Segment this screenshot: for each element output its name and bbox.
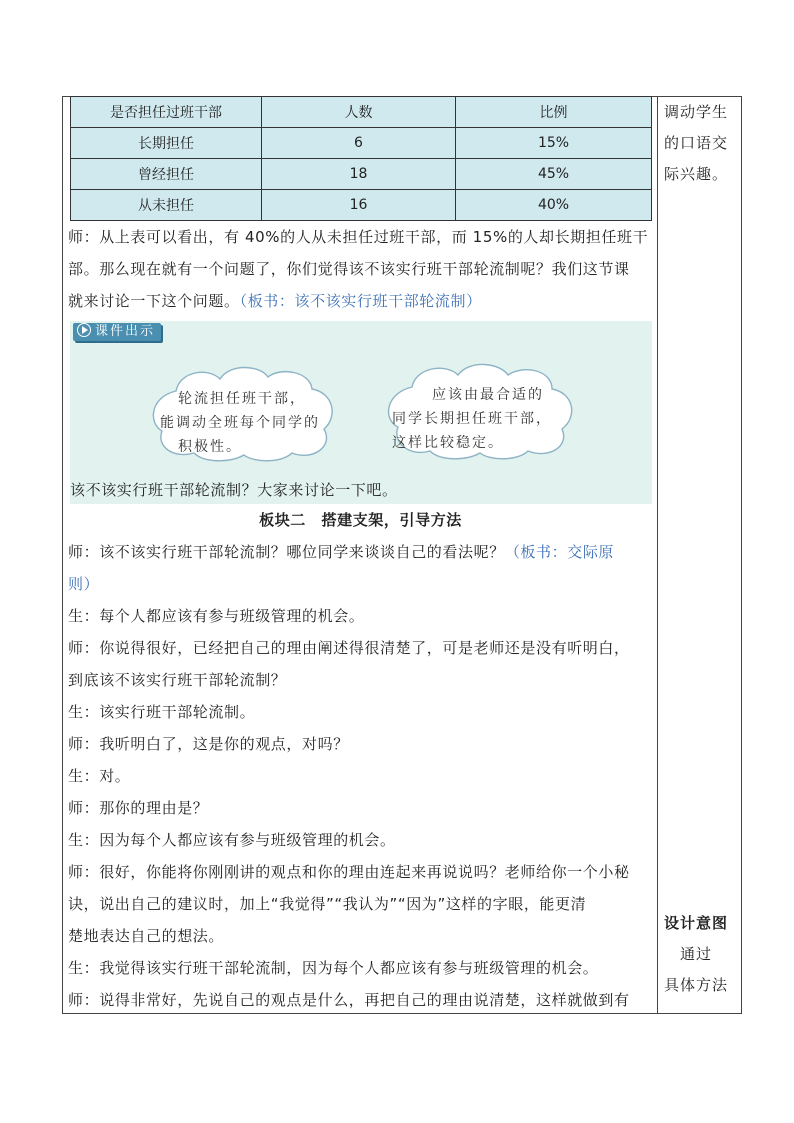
table-cell: 从未担任 xyxy=(71,190,262,221)
intro-text: 就来讨论一下这个问题。 xyxy=(68,292,240,310)
board-note: （板书：该不该实行班干部轮流制） xyxy=(239,292,482,310)
courseware-footer: 该不该实行班干部轮流制？大家来讨论一下吧。 xyxy=(70,481,398,499)
side-note-line: 调动学生 xyxy=(664,103,729,121)
dialogue-line: 楚地表达自己的想法。 xyxy=(68,927,225,945)
dialogue-line: 生：我觉得该实行班干部轮流制，因为每个人都应该有参与班级管理的机会。 xyxy=(68,959,599,977)
survey-table xyxy=(70,96,652,221)
table-cell: 长期担任 xyxy=(71,128,262,159)
table-cell: 曾经担任 xyxy=(71,159,262,190)
play-icon xyxy=(77,323,91,337)
column-divider xyxy=(657,96,658,1014)
table-header-cell: 是否担任过班干部 xyxy=(71,97,262,128)
table-cell: 15% xyxy=(456,128,652,159)
cloud-right-line: 应该由最合适的 xyxy=(432,387,544,403)
table-header-cell: 人数 xyxy=(262,97,456,128)
design-intent-column xyxy=(664,96,736,994)
courseware-tag-label: 课件出示 xyxy=(95,324,156,339)
dialogue-line: 生：因为每个人都应该有参与班级管理的机会。 xyxy=(68,831,396,849)
intro-line xyxy=(68,285,653,317)
cloud-right-line: 同学长期担任班干部， xyxy=(392,411,552,427)
table-row xyxy=(71,128,652,159)
table-row xyxy=(71,190,652,221)
dialogue-line: 生：对。 xyxy=(68,767,131,785)
side-note-line: 通过 xyxy=(664,945,713,963)
table-cell: 18 xyxy=(262,159,456,190)
cloud-left-line: 能调动全班每个同学的 xyxy=(160,415,320,431)
section-title: 板块二 搭建支架，引导方法 xyxy=(259,511,462,529)
intro-line: 师：从上表可以看出，有 40%的人从未担任过班干部，而 15%的人却长期担任班干 xyxy=(68,228,649,246)
dialogue-line: 生：该实行班干部轮流制。 xyxy=(68,703,256,721)
design-intent-label: 设计意图 xyxy=(664,914,729,932)
dialogue-line: 到底该不该实行班干部轮流制？ xyxy=(68,671,287,689)
table-cell: 16 xyxy=(262,190,456,221)
intro-line: 部。那么现在就有一个问题了，你们觉得该不该实行班干部轮流制呢？我们这节课 xyxy=(68,260,630,278)
table-cell: 6 xyxy=(262,128,456,159)
dialogue-line: 师：说得非常好，先说自己的观点是什么，再把自己的理由说清楚，这样就做到有 xyxy=(68,991,630,1009)
cloud-right-line: 这样比较稳定。 xyxy=(392,435,504,451)
cloud-left-line: 积极性。 xyxy=(178,439,242,455)
side-note-line: 的口语交 xyxy=(664,134,729,152)
board-note: （板书：交际原 xyxy=(504,543,615,561)
courseware-tag xyxy=(73,323,161,341)
dialogue-line: 师：你说得很好，已经把自己的理由阐述得很清楚了，可是老师还是没有听明白， xyxy=(68,639,630,657)
dialogue-line: 诀，说出自己的建议时，加上“我觉得”“我认为”“因为”这样的字眼，能更清 xyxy=(68,895,587,913)
side-note-line: 际兴趣。 xyxy=(664,165,729,183)
dialogue-line: 师：我听明白了，这是你的观点，对吗？ xyxy=(68,735,349,753)
table-header-cell: 比例 xyxy=(456,97,652,128)
courseware-box xyxy=(70,321,652,504)
table-cell: 45% xyxy=(456,159,652,190)
cloud-left-line: 轮流担任班干部， xyxy=(178,391,306,407)
table-row xyxy=(71,159,652,190)
dialogue-line: 生：每个人都应该有参与班级管理的机会。 xyxy=(68,607,365,625)
dialogue-text: 师：该不该实行班干部轮流制？哪位同学来谈谈自己的看法呢？ xyxy=(68,543,505,561)
dialogue-line: 师：很好，你能将你刚刚讲的观点和你的理由连起来再说说吗？老师给你一个小秘 xyxy=(68,863,630,881)
dialogue-line: 师：那你的理由是？ xyxy=(68,799,209,817)
table-cell: 40% xyxy=(456,190,652,221)
table-header-row xyxy=(71,97,652,128)
side-note-line: 具体方法 xyxy=(664,976,729,994)
board-note: 则） xyxy=(68,575,100,593)
dialogue-line xyxy=(68,536,653,568)
main-column xyxy=(68,96,653,1016)
